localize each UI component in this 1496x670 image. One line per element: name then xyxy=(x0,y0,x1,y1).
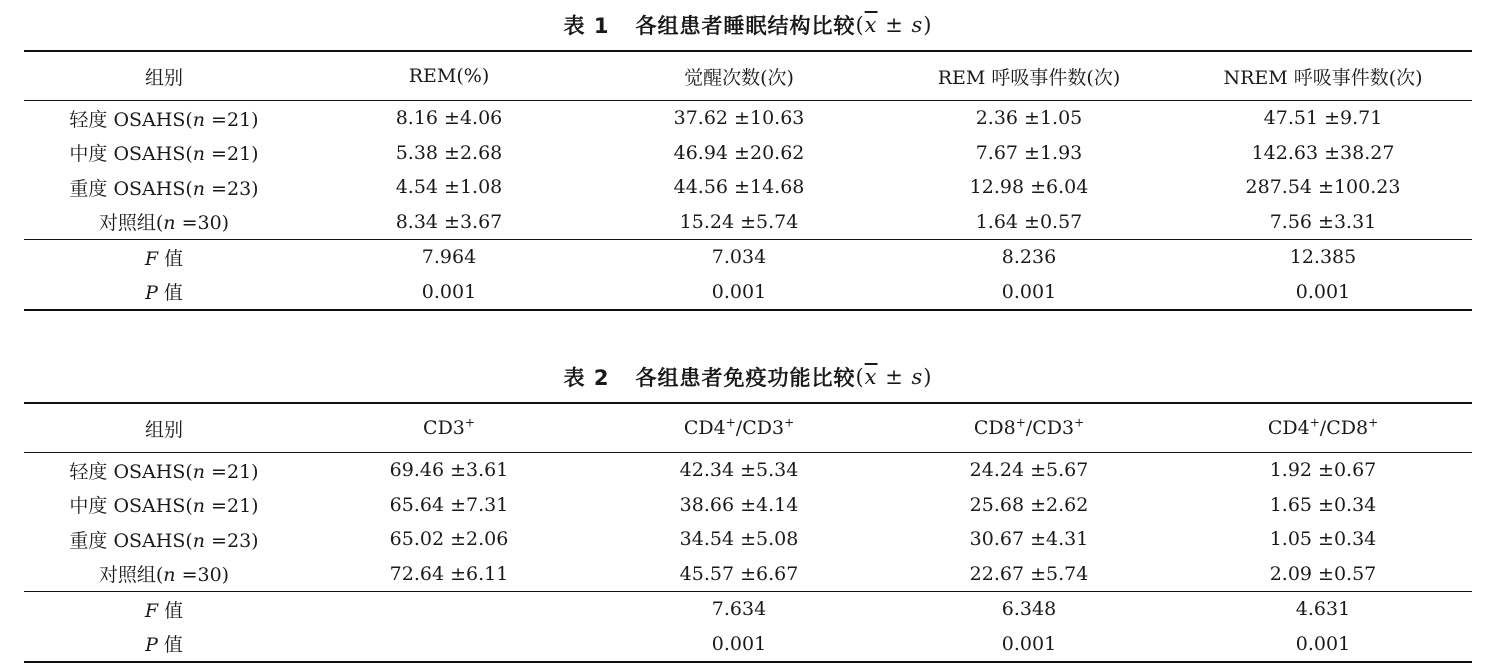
table-row xyxy=(24,522,1472,557)
table-2-caption xyxy=(24,352,1472,402)
cell: 34.54 ±5.08 xyxy=(679,528,799,551)
cell: 7.634 xyxy=(594,592,884,627)
column-header-cd3: CD3+ xyxy=(423,415,475,439)
table-2-number: 表 2 xyxy=(563,366,610,390)
cell: 37.62 ±10.63 xyxy=(673,107,805,130)
row-group-label: 中度 OSAHS(n =21) xyxy=(69,495,259,518)
cell xyxy=(304,592,594,627)
table-row xyxy=(24,205,1472,240)
row-group-label: 中度 OSAHS(n =21) xyxy=(69,143,259,166)
table-2-header-row xyxy=(24,403,1472,453)
cell: 1.65 ±0.34 xyxy=(1269,493,1377,516)
cell: 15.24 ±5.74 xyxy=(679,210,799,233)
cell: 142.63 ±38.27 xyxy=(1251,141,1395,164)
row-group-label: 对照组(n =30) xyxy=(98,212,230,235)
cell: 2.36 ±1.05 xyxy=(975,107,1083,130)
cell: 0.001 xyxy=(594,627,884,663)
stat-label: P 值 xyxy=(24,275,304,311)
table-1-grid xyxy=(24,50,1472,311)
cell: 1.64 ±0.57 xyxy=(975,210,1083,233)
table-row xyxy=(24,101,1472,136)
stat-row-f xyxy=(24,592,1472,627)
stat-row-p xyxy=(24,627,1472,663)
cell: 38.66 ±4.14 xyxy=(679,493,799,516)
cell: 7.67 ±1.93 xyxy=(975,141,1083,164)
cell: 8.16 ±4.06 xyxy=(395,107,503,130)
row-group-label: 对照组(n =30) xyxy=(98,564,230,587)
column-header-cd8-cd3: CD8+/CD3+ xyxy=(973,415,1085,439)
cell: 0.001 xyxy=(304,275,594,311)
cell: 12.385 xyxy=(1174,240,1472,275)
column-header-group: 组别 xyxy=(144,418,183,441)
column-header-group: 组别 xyxy=(144,66,183,89)
cell: 4.631 xyxy=(1174,592,1472,627)
cell: 30.67 ±4.31 xyxy=(969,528,1089,551)
stat-row-f xyxy=(24,240,1472,275)
cell: 0.001 xyxy=(594,275,884,311)
column-header-cd4-cd8: CD4+/CD8+ xyxy=(1267,415,1379,439)
cell: 0.001 xyxy=(1174,275,1472,311)
stat-row-p xyxy=(24,275,1472,311)
row-group-label: 重度 OSAHS(n =23) xyxy=(69,529,259,552)
cell: 72.64 ±6.11 xyxy=(389,562,509,585)
table-2 xyxy=(24,352,1472,663)
stat-label: F 值 xyxy=(24,592,304,627)
table-2-title: 各组患者免疫功能比较 xyxy=(635,366,856,390)
table-row xyxy=(24,453,1472,488)
table-1-number: 表 1 xyxy=(563,14,610,38)
column-header-cd4-cd3: CD4+/CD3+ xyxy=(683,415,795,439)
column-header-nrem-respiratory-events: NREM 呼吸事件数(次) xyxy=(1223,66,1423,89)
row-group-label: 轻度 OSAHS(n =21) xyxy=(69,108,259,131)
column-header-rem-respiratory-events: REM 呼吸事件数(次) xyxy=(937,66,1121,89)
cell: 69.46 ±3.61 xyxy=(389,459,509,482)
table-row xyxy=(24,170,1472,205)
cell: 8.34 ±3.67 xyxy=(395,210,503,233)
table-1-header-row xyxy=(24,51,1472,101)
cell: 4.54 ±1.08 xyxy=(395,176,503,199)
cell: 42.34 ±5.34 xyxy=(679,459,799,482)
row-group-label: 轻度 OSAHS(n =21) xyxy=(69,460,259,483)
cell: 0.001 xyxy=(1174,627,1472,663)
cell: 2.09 ±0.57 xyxy=(1269,562,1377,585)
cell: 44.56 ±14.68 xyxy=(673,176,805,199)
cell: 7.56 ±3.31 xyxy=(1269,210,1377,233)
cell: 12.98 ±6.04 xyxy=(969,176,1089,199)
table-row xyxy=(24,136,1472,171)
column-header-awakenings: 觉醒次数(次) xyxy=(684,66,794,89)
cell: 0.001 xyxy=(884,627,1174,663)
cell: 45.57 ±6.67 xyxy=(679,562,799,585)
table-1-caption xyxy=(24,0,1472,50)
stat-label: P 值 xyxy=(24,627,304,663)
table-row xyxy=(24,557,1472,592)
table-1-stat-notation: $(\overline{x} \pm s)$ xyxy=(855,13,933,37)
cell: 5.38 ±2.68 xyxy=(395,141,503,164)
cell: 65.02 ±2.06 xyxy=(389,528,509,551)
cell: 22.67 ±5.74 xyxy=(969,562,1089,585)
cell: 6.348 xyxy=(884,592,1174,627)
cell: 47.51 ±9.71 xyxy=(1263,107,1383,130)
cell: 0.001 xyxy=(884,275,1174,311)
cell xyxy=(304,627,594,663)
cell: 1.92 ±0.67 xyxy=(1269,459,1377,482)
cell: 1.05 ±0.34 xyxy=(1269,528,1377,551)
cell: 24.24 ±5.67 xyxy=(969,459,1089,482)
cell: 287.54 ±100.23 xyxy=(1245,176,1401,199)
table-1 xyxy=(24,0,1472,311)
cell: 7.034 xyxy=(594,240,884,275)
table-2-stat-notation: $(\overline{x} \pm s)$ xyxy=(855,365,933,389)
cell: 25.68 ±2.62 xyxy=(969,493,1089,516)
stat-label: F 值 xyxy=(24,240,304,275)
table-2-grid xyxy=(24,402,1472,663)
row-group-label: 重度 OSAHS(n =23) xyxy=(69,177,259,200)
column-header-rem: REM(%) xyxy=(408,65,490,87)
cell: 8.236 xyxy=(884,240,1174,275)
cell: 46.94 ±20.62 xyxy=(673,141,805,164)
table-1-title: 各组患者睡眠结构比较 xyxy=(635,14,856,38)
table-row xyxy=(24,488,1472,523)
cell: 65.64 ±7.31 xyxy=(389,493,509,516)
cell: 7.964 xyxy=(304,240,594,275)
